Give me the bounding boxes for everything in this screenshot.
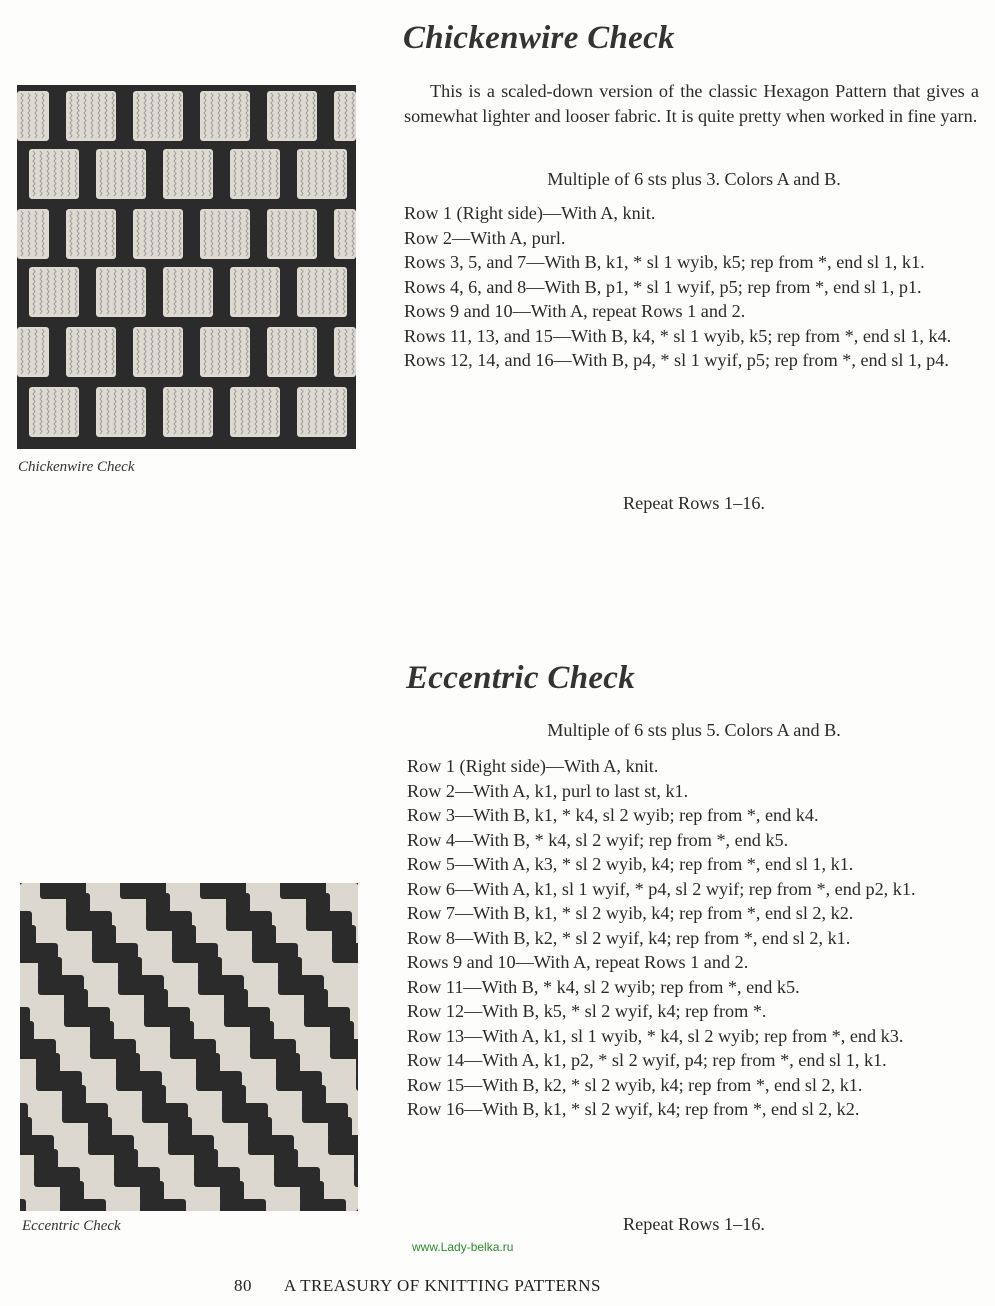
dark-stitch-block [332,943,358,963]
knitted-swatch-eccentric-icon [20,883,358,1211]
row-instruction: Row 4—With B, * k4, sl 2 wyif; rep from *, end k5. [407,829,789,850]
row-instruction: Row 14—With A, k1, p2, * sl 2 wyif, p4; rep from *, end sl 1, k1. [407,1050,887,1070]
dark-stitch-block [328,1135,358,1155]
dark-stitch-block [140,1199,186,1211]
row-instruction: Row 7—With B, k1, * sl 2 wyib, k4; rep from *, end sl 2, k2. [407,903,854,923]
row-instruction: Row 15—With B, k2, * sl 2 wyib, k4; rep from *, end sl 2, k1. [407,1074,863,1095]
row-instruction: Row 11—With B, * k4, sl 2 wyib; rep from *, end k5. [407,976,800,997]
row-instruction: Rows 9 and 10—With A, repeat Rows 1 and 2. [404,301,746,321]
row-instruction: Rows 9 and 10—With A, repeat Rows 1 and 2. [407,952,749,972]
page-footer [234,1276,601,1296]
eccentric-repeat: Repeat Rows 1–16. [623,1214,765,1234]
row-instruction: Rows 3, 5, and 7—With B, k1, * sl 1 wyib, k5; rep from *, end sl 1, k1. [404,252,925,272]
row-instruction: Row 12—With B, k5, * sl 2 wyif, k4; rep from *. [407,1001,767,1021]
page-number: 80 [234,1276,252,1295]
row-instruction: Row 13—With A, k1, sl 1 wyib, * k4, sl 2 wyib; rep from *, end k3. [407,1025,904,1046]
row-instruction: Row 2—With A, purl. [404,227,566,248]
row-instruction: Rows 11, 13, and 15—With B, k4, * sl 1 wyib, k5; rep from *, end sl 1, k4. [404,325,952,346]
row-instruction: Rows 12, 14, and 16—With B, p4, * sl 1 wyif, p5; rep from *, end sl 1, p4. [404,350,949,370]
row-instruction: Row 2—With A, k1, purl to last st, k1. [407,780,689,801]
knitted-swatch-chickenwire-icon [17,85,356,449]
chickenwire-swatch-photo [17,85,356,449]
dark-stitch-block [60,1199,106,1211]
row-instruction: Row 6—With A, k1, sl 1 wyif, * p4, sl 2 wyif; rep from *, end p2, k1. [407,878,916,899]
eccentric-title: Eccentric Check [406,660,636,696]
row-instruction: Row 1 (Right side)—With A, knit. [407,756,659,776]
chickenwire-caption: Chickenwire Check [18,459,135,475]
dark-stitch-block [20,1199,26,1211]
row-instruction: Row 3—With B, k1, * k4, sl 2 wyib; rep from *, end k4. [407,805,819,825]
row-instruction: Row 16—With B, k1, * sl 2 wyif, k4; rep from *, end sl 2, k2. [407,1099,860,1119]
watermark-link[interactable]: www.Lady-belka.ru [412,1240,514,1254]
row-instruction: Row 8—With B, k2, * sl 2 wyif, k4; rep from *, end sl 2, k1. [407,927,851,948]
chickenwire-row-instructions [404,201,982,373]
dark-stitch-block [356,1071,358,1091]
eccentric-swatch-photo [20,883,358,1211]
dark-stitch-block [220,1199,266,1211]
eccentric-caption: Eccentric Check [22,1218,121,1234]
dark-stitch-block [354,1167,358,1187]
dark-stitch-block [300,1199,346,1211]
chickenwire-multiple: Multiple of 6 sts plus 3. Colors A and B. [547,169,841,189]
row-instruction: Row 5—With A, k3, * sl 2 wyib, k4; rep from *, end sl 1, k1. [407,854,854,874]
chickenwire-repeat: Repeat Rows 1–16. [623,493,765,513]
row-instruction: Rows 4, 6, and 8—With B, p1, * sl 1 wyif, p5; rep from *, end sl 1, p1. [404,276,922,297]
chickenwire-intro: This is a scaled-down version of the classic Hexagon Pattern that gives a somewhat lighter and looser fabric. It is quite pretty when worked in fine yarn. [404,81,979,126]
book-title: A TREASURY OF KNITTING PATTERNS [283,1276,601,1295]
row-instruction: Row 1 (Right side)—With A, knit. [404,203,656,223]
eccentric-row-instructions [407,754,985,1122]
chickenwire-title: Chickenwire Check [403,20,675,56]
eccentric-multiple: Multiple of 6 sts plus 5. Colors A and B. [547,720,841,740]
dark-stitch-block [330,1039,358,1059]
